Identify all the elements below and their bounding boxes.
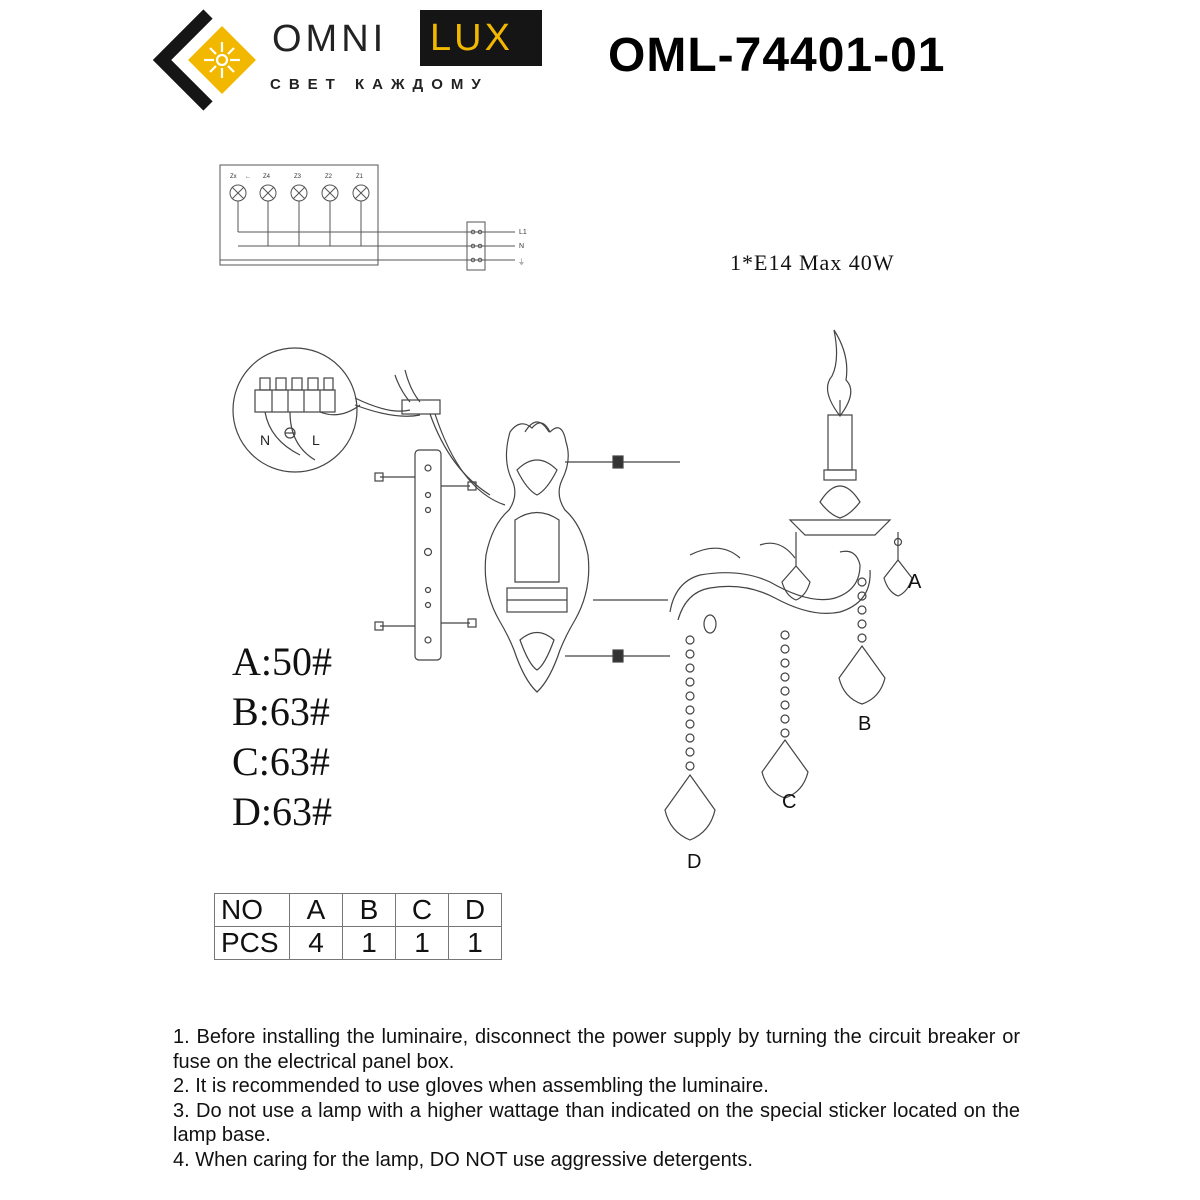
pendant-label-a: A <box>908 571 922 593</box>
note-4: 4. When caring for the lamp, DO NOT use aggressive detergents. <box>173 1148 753 1171</box>
part-key: B <box>232 689 259 734</box>
table-header-row <box>215 894 502 927</box>
brand-lux-text: LUX <box>430 17 513 59</box>
table-cell: B <box>343 894 396 927</box>
pendant-label-b: B <box>858 713 872 735</box>
parts-count-table <box>214 893 502 960</box>
terminal-label-n: N <box>519 243 525 250</box>
brand-tagline: СВЕТ КАЖДОМУ <box>270 76 489 93</box>
table-row <box>215 927 502 960</box>
zone-label-z4: Z4 <box>263 174 271 180</box>
note-3: 3. Do not use a lamp with a higher wattage than indicated on the special sticker located on the lamp base. <box>173 1099 1020 1147</box>
sconce-arm <box>670 543 870 633</box>
bulb-spec: 1*E14 Max 40W <box>730 250 895 275</box>
pendant-label-c: C <box>782 791 797 813</box>
connector-neutral-label: N <box>260 432 271 448</box>
table-cell: 1 <box>343 927 396 960</box>
part-key: D <box>232 789 261 834</box>
terminal-label-ground: ⏚ <box>518 259 525 266</box>
omnilux-logo-mark <box>150 6 260 116</box>
part-key: A <box>232 639 261 684</box>
zone-label-z3: Z3 <box>294 174 302 180</box>
part-code: 50# <box>272 639 333 684</box>
safety-notes <box>173 1025 1020 1173</box>
brand-omni-text: OMNI <box>272 18 388 60</box>
note-2: 2. It is recommended to use gloves when assembling the luminaire. <box>173 1075 769 1098</box>
part-key: C <box>232 739 259 784</box>
terminal-label-l1: L1 <box>519 229 527 236</box>
part-code-d: D:63# <box>232 789 333 834</box>
zone-label-z2: Z2 <box>325 174 333 180</box>
wiring-diagram <box>215 160 545 280</box>
connector-line-label: L <box>312 432 320 448</box>
table-cell: C <box>396 894 449 927</box>
table-cell: PCS <box>215 927 290 960</box>
part-code-c: C:63# <box>232 739 330 784</box>
zone-arrow: ← <box>245 174 251 180</box>
zone-label-zx: Zx <box>230 174 237 180</box>
part-code-b: B:63# <box>232 689 330 734</box>
part-code: 63# <box>272 789 333 834</box>
part-code: 63# <box>269 689 330 734</box>
part-code-a: A:50# <box>232 639 333 684</box>
table-cell: A <box>290 894 343 927</box>
part-code: 63# <box>269 739 330 784</box>
terminal-block-detail <box>233 348 360 472</box>
table-cell: D <box>449 894 502 927</box>
table-cell: 1 <box>449 927 502 960</box>
candle-holder <box>790 330 890 535</box>
table-cell: 4 <box>290 927 343 960</box>
table-cell: NO <box>215 894 290 927</box>
model-code: OML-74401-01 <box>608 29 946 82</box>
zone-label-z1: Z1 <box>356 174 364 180</box>
note-1: 1. Before installing the luminaire, disconnect the power supply by turning the circuit breaker or fuse on the electrical panel box. <box>173 1026 1020 1073</box>
pendant-label-d: D <box>687 851 702 873</box>
table-cell: 1 <box>396 927 449 960</box>
